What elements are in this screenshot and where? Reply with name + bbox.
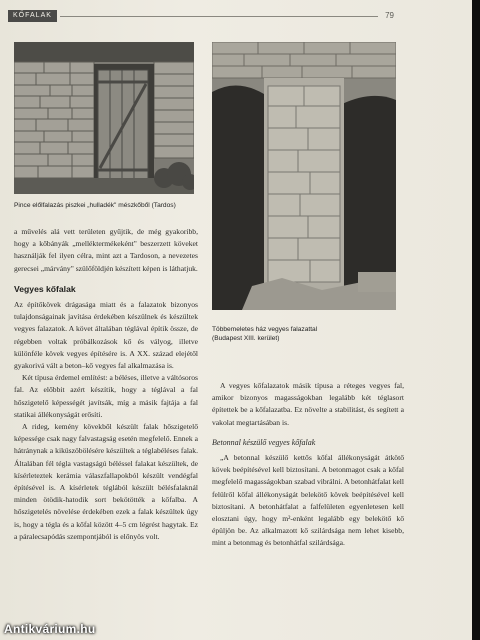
right-paragraph-2: „A betonnal készülő kettős kőfal állékonyságát átkötő kövek beépítésével kell biztosítani. A betonmagot csak a kőfal megfelelő magasságokban szabad vibrálni. A betonhátfalat kell felülről kőfal állékonyságát belekötő kövek beépítésével kell biztosítani. A betonhátfalat a falfelületen egyenletesen kell elosztani úgy, hogy m²-enként legalább egy belekötő kő épüljön be. Az alkalmazott kő szilárdsága nem lehet kisebb, mint a betonmag és betonhátfal szilárdsága. xyxy=(212,453,404,548)
page-number: 79 xyxy=(385,11,394,20)
section-title: KŐFALAK xyxy=(8,10,57,22)
right-photo-caption xyxy=(212,325,402,343)
stone-pillar-photo-icon xyxy=(212,42,396,310)
scan-edge xyxy=(472,0,480,640)
section-heading: Vegyes kőfalak xyxy=(14,283,76,294)
left-column xyxy=(14,226,198,543)
left-paragraph-1: Az építőkövek drágasága miatt és a falazatok bizonyos tulajdonságainak javítása érdekében készülnek és készültek vegyes falazatok. A követ általában téglával építik össze, de régebben voltak próbálkozások kő és vályog, illetve különféle kövek vegyes építésére is. A XX. század elejétől gyakorivá vált a beton–kő vegyes fal alkalmazása is. xyxy=(14,300,198,371)
left-intro-paragraph: a művelés alá vett területen gyűjtik, de még gyakoribb, hogy a kőbányák „melléktermékeként" beszerzett köveket használják fel ilyen célra, mint azt a Tardoson, a nevezetes gerecsei „márvány" szülőföldjén készített képen is láthatjuk. xyxy=(14,227,198,273)
watermark: Antikvárium.hu xyxy=(4,622,96,636)
left-paragraph-3: A rideg, kemény kövekből készült falak hőszigetelő képessége csak nagy falvastagság esetén megfelelő. Ennek a hátránynak a kiküszöbölésére készültek a téglabéléses falak. Általában fél tégla vastagságú béléssel falakat készültek, de kísérleteztek kerámia válaszfallapokból készült vendégfal építésével is. A kísérletek téglából készült bélésfalaknál minden ötödik-hatodik sort bekötötték a kőfalba. A hőszigetelés növelése érdekében ezek a falak készültek úgy is, hogy a tégla és a kőfal között 4–5 cm légrést hagytak. Ez a páralecsapódás szempontjából is előnyös volt. xyxy=(14,422,198,541)
right-caption-line2: (Budapest XIII. kerület) xyxy=(212,335,280,342)
left-paragraph-2: Két típusa érdemel említést: a béléses, illetve a váltósoros fal. Az előbbit azért készítik, hogy a téglával a fal hőszigetelő képességét javítsák, míg a másik fajtája a fal statikai állékonyságát erősíti. xyxy=(14,373,198,419)
right-paragraph-1: A vegyes kőfalazatok másik típusa a réteges vegyes fal, amikor bizonyos magasságokban legalább két téglasort építettek be a kőfalazatba. Ez növelte a stabilitást, és segített a vakolat megtartásában is. xyxy=(212,381,404,427)
running-header xyxy=(0,10,472,22)
stone-pillar-photo xyxy=(212,42,396,310)
stone-cellar-photo xyxy=(14,42,194,194)
right-column xyxy=(212,380,404,550)
header-rule xyxy=(60,16,378,17)
sub-heading: Betonnal készülő vegyes kőfalak xyxy=(212,437,316,447)
left-photo-caption: Pince előlfalazás piszkei „hulladék" mészkőből (Tardos) xyxy=(14,202,176,209)
right-caption-line1: Többemeletes ház vegyes falazattal xyxy=(212,326,318,333)
stone-cellar-photo-icon xyxy=(14,42,194,194)
